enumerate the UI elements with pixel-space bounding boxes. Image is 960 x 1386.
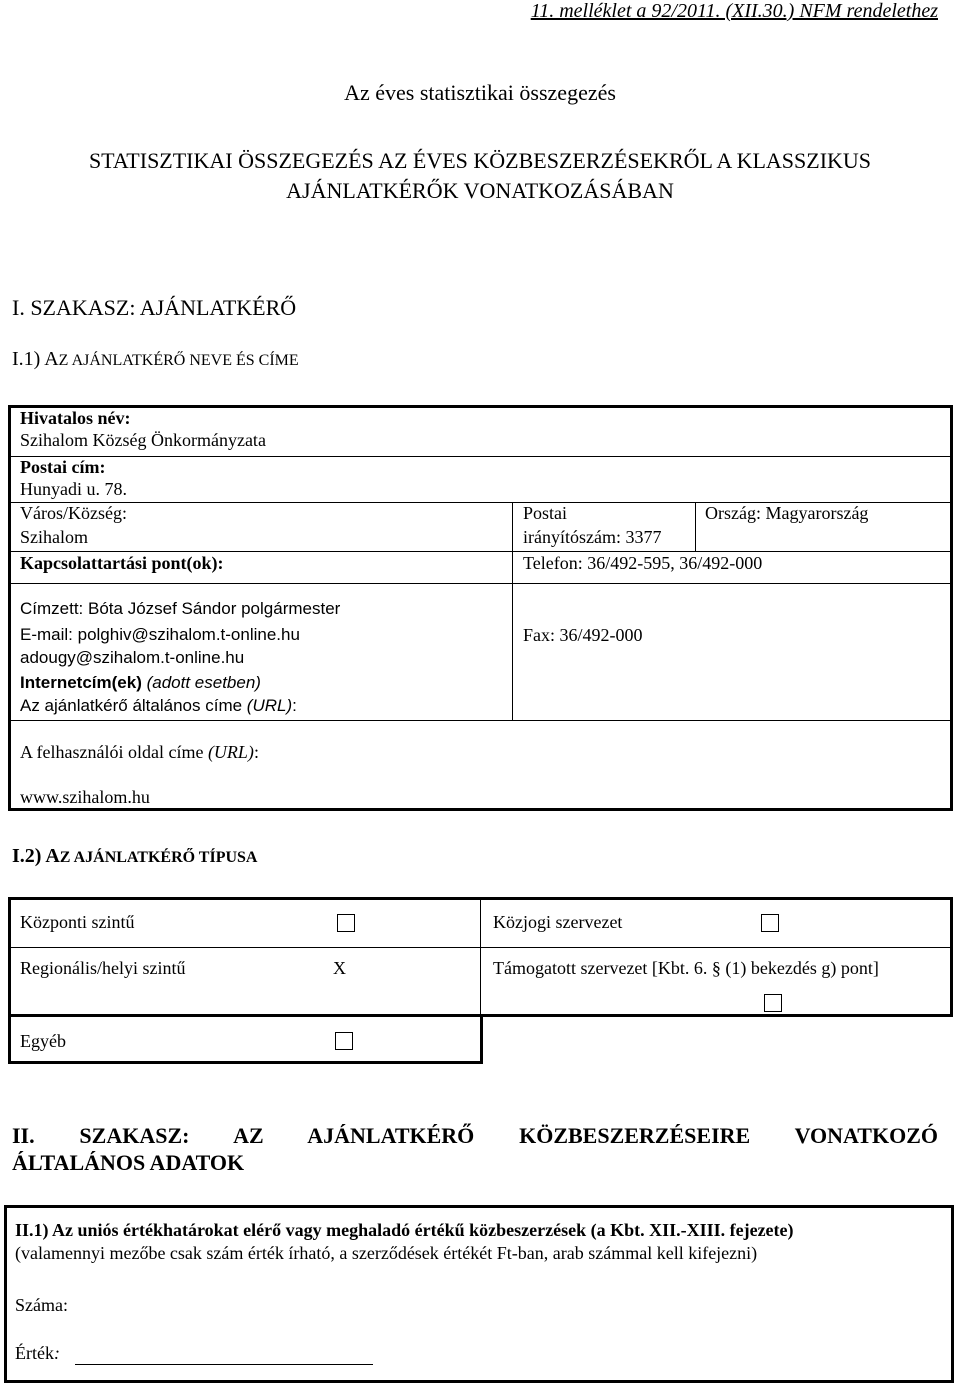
subsection-1-1-text: Z AJÁNLATKÉRŐ NEVE ÉS CÍME: [58, 352, 299, 369]
zip-label: Postai: [523, 503, 568, 523]
count-label: Száma:: [15, 1295, 68, 1315]
subsection-1-2-text: Z AJÁNLATKÉRŐ TÍPUSA: [59, 849, 258, 866]
type-other-label: Egyéb: [20, 1031, 66, 1051]
buyer-profile-label: A felhasználói oldal címe: [20, 742, 204, 762]
type-central-label: Központi szintű: [20, 912, 135, 932]
general-url-line: [20, 696, 297, 716]
zip-value: irányítószám: 3377: [523, 527, 662, 547]
city-label: Város/Község:: [20, 503, 127, 523]
subsection-1-1-heading: [12, 348, 299, 371]
divider: [480, 900, 481, 1014]
fax-value: Fax: 36/492-000: [523, 625, 643, 645]
section-2-title-line-1: II. SZAKASZ: AZ AJÁNLATKÉRŐ KÖZBESZERZÉSEIRE VONATKOZÓ: [12, 1123, 938, 1148]
official-name-value: Szihalom Község Önkormányzata: [20, 430, 266, 450]
value-label-text: Érték: [15, 1343, 54, 1363]
authority-type-box: [8, 897, 953, 1017]
main-title-line-2: AJÁNLATKÉRŐK VONATKOZÁSÁBAN: [286, 178, 674, 203]
type-supported-label: Támogatott szervezet [Kbt. 6. § (1) bekezdés g) pont]: [493, 958, 879, 978]
divider: [11, 551, 950, 552]
type-public-body-label: Közjogi szervezet: [493, 912, 623, 932]
general-url-tag: (URL): [246, 696, 293, 715]
value-input-line[interactable]: [75, 1364, 373, 1365]
general-url-colon: :: [292, 696, 297, 715]
divider: [512, 502, 513, 720]
subsection-2-1-note: (valamennyi mezőbe csak szám érték írható, a szerződések értékét Ft-ban, arab számmal kell kifejezni): [15, 1243, 758, 1263]
main-title: [0, 146, 960, 206]
email-value-2: adougy@szihalom.t-online.hu: [20, 648, 245, 667]
type-public-body-checkbox[interactable]: [761, 914, 779, 932]
phone-value: Telefon: 36/492-595, 36/492-000: [523, 553, 763, 573]
divider: [695, 502, 696, 551]
value-label-colon: :: [53, 1343, 60, 1363]
divider: [11, 456, 950, 457]
section-2-title-line-2: ÁLTALÁNOS ADATOK: [12, 1150, 245, 1175]
country-value: Ország: Magyarország: [705, 503, 869, 523]
divider: [11, 583, 950, 584]
type-supported-checkbox[interactable]: [764, 994, 782, 1012]
internet-address-label: Internetcím(ek): [20, 673, 142, 692]
city-value: Szihalom: [20, 527, 88, 547]
internet-address-note: (adott esetben): [146, 673, 261, 692]
subsection-1-1-num: I.1) A: [12, 348, 59, 370]
subsection-2-1-heading: II.1) Az uniós értékhatárokat elérő vagy meghaladó értékű közbeszerzések (a Kbt. XII.-XIII. fejezete): [15, 1220, 794, 1240]
postal-address-label: Postai cím:: [20, 457, 106, 477]
annex-reference: 11. melléklet a 92/2011. (XII.30.) NFM rendelethez: [530, 0, 938, 22]
contact-point-label: Kapcsolattartási pont(ok):: [20, 553, 224, 573]
buyer-profile-line: [20, 742, 259, 763]
subsection-1-2-num: I.2) A: [12, 845, 60, 867]
website-value[interactable]: www.szihalom.hu: [20, 787, 150, 807]
addressee-value: Címzett: Bóta József Sándor polgármester: [20, 599, 341, 618]
official-name-label: Hivatalos név:: [20, 408, 131, 428]
buyer-profile-url-tag: (URL): [207, 742, 254, 762]
document-title: Az éves statisztikai összegezés: [344, 80, 616, 105]
authority-type-other-box: [8, 1014, 483, 1064]
value-label: [15, 1343, 60, 1364]
divider: [11, 720, 950, 721]
type-regional-mark[interactable]: X: [333, 958, 346, 978]
section-1-title: I. SZAKASZ: AJÁNLATKÉRŐ: [12, 295, 297, 320]
main-title-line-1: STATISZTIKAI ÖSSZEGEZÉS AZ ÉVES KÖZBESZERZÉSEKRŐL A KLASSZIKUS: [88, 148, 872, 173]
general-url-label: Az ajánlatkérő általános címe: [20, 696, 243, 715]
postal-address-value: Hunyadi u. 78.: [20, 479, 127, 499]
buyer-profile-colon: :: [253, 742, 259, 762]
internet-address-line: [20, 673, 261, 693]
email-value-1: E-mail: polghiv@szihalom.t-online.hu: [20, 625, 300, 644]
type-central-checkbox[interactable]: [337, 914, 355, 932]
subsection-1-2-heading: [12, 845, 257, 868]
type-regional-label: Regionális/helyi szintű: [20, 958, 186, 978]
type-other-checkbox[interactable]: [335, 1032, 353, 1050]
